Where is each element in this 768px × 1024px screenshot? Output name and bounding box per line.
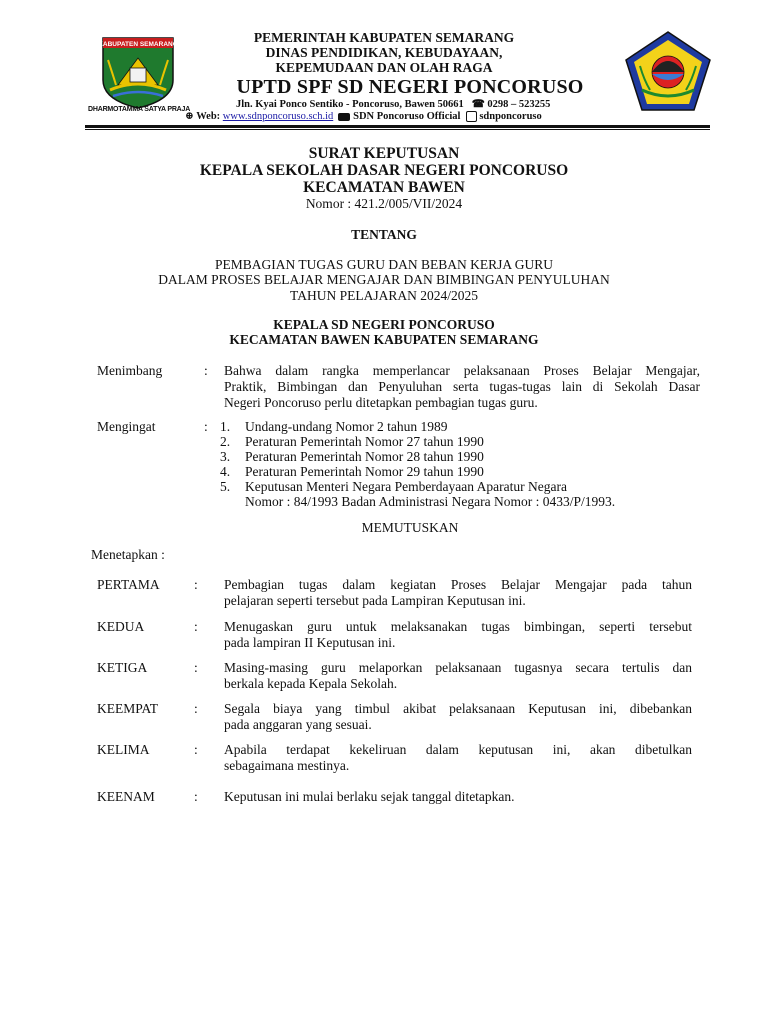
decision-colon: : [194, 742, 198, 757]
doc-title-line3: KECAMATAN BAWEN [303, 179, 465, 196]
doc-number: Nomor : 421.2/005/VII/2024 [305, 196, 463, 211]
address-text: Jln. Kyai Ponco Sentiko - Poncoruso, Bawen 50661 [236, 99, 464, 110]
list-item: 5. Keputusan Menteri Negara Pemberdayaan Aparatur Negara [220, 479, 567, 494]
list-item: 3. Peraturan Pemerintah Nomor 28 tahun 1990 [220, 449, 484, 464]
letterhead-line2: DINAS PENDIDIKAN, KEBUDAYAAN, [265, 45, 503, 60]
letterhead-rule-thick [85, 125, 710, 128]
school-name: UPTD SPF SD NEGERI PONCORUSO [236, 76, 584, 98]
instagram-handle: sdnponcoruso [479, 111, 542, 122]
decision-label-ketiga: KETIGA [97, 660, 148, 675]
phone-number: 0298 – 523255 [487, 99, 551, 110]
decision-text-kedua: Menugaskan guru untuk melaksanakan tugas bimbingan, seperti tersebut pada lampiran II Keputusan ini. [224, 619, 692, 650]
list-item: 4. Peraturan Pemerintah Nomor 29 tahun 1990 [220, 464, 484, 479]
website-link[interactable]: www.sdnponcoruso.sch.id [222, 111, 334, 122]
decision-text-pertama: Pembagian tugas dalam kegiatan Proses Belajar Mengajar pada tahun pelajaran seperti tersebut pada Lampiran Keputusan ini. [224, 577, 692, 608]
list-item: 2. Peraturan Pemerintah Nomor 27 tahun 1990 [220, 434, 484, 449]
menimbang-line1: Bahwa dalam rangka memperlancar pelaksanaan Proses Belajar Mengajar, [224, 363, 700, 378]
decision-text-ketiga: Masing-masing guru melaporkan pelaksanaan tugasnya secara tertulis dan berkala kepada Kepala Sekolah. [224, 660, 692, 691]
memutuskan-heading: MEMUTUSKAN [361, 520, 459, 535]
decision-label-keempat: KEEMPAT [97, 701, 159, 716]
menimbang-line3: Negeri Poncoruso perlu ditetapkan pembagian tugas guru. [224, 395, 538, 410]
decision-text-keempat: Segala biaya yang timbul akibat pelaksanaan Keputusan ini, dibebankan pada anggaran yang sesuai. [224, 701, 692, 732]
menetapkan-label: Menetapkan : [91, 547, 165, 562]
decision-label-kelima: KELIMA [97, 742, 150, 757]
decision-text-kelima: Apabila terdapat kekeliruan dalam keputusan ini, akan dibetulkan sebagaimana mestinya. [224, 742, 692, 773]
web-label: Web: [196, 111, 221, 122]
kepala-line1: KEPALA SD NEGERI PONCORUSO [273, 317, 495, 332]
phone-icon: ☎ [471, 99, 485, 110]
letterhead-line3: KEPEMUDAAN DAN OLAH RAGA [275, 60, 493, 75]
youtube-channel: SDN Poncoruso Official [353, 111, 461, 122]
menimbang-text [224, 363, 700, 411]
tentang-line2: DALAM PROSES BELAJAR MENGAJAR DAN BIMBINGAN PENYULUHAN [158, 272, 610, 287]
youtube-icon [338, 113, 350, 121]
kepala-line2: KECAMATAN BAWEN KABUPATEN SEMARANG [229, 332, 539, 347]
address-line [236, 98, 616, 110]
tentang-line3: TAHUN PELAJARAN 2024/2025 [290, 288, 478, 303]
menimbang-label: Menimbang [97, 363, 163, 378]
decision-label-pertama: PERTAMA [97, 577, 160, 592]
decision-colon: : [194, 577, 198, 592]
decision-colon: : [194, 660, 198, 675]
globe-icon: ⊕ [185, 111, 194, 122]
menimbang-line2: Praktik, Bimbingan dan Penyuluhan serta tugas-tugas lain di Sekolah Dasar [224, 379, 700, 394]
logo-banner-text: KABUPATEN SEMARANG [98, 41, 178, 48]
doc-title-line2: KEPALA SEKOLAH DASAR NEGERI PONCORUSO [199, 162, 569, 179]
decision-colon: : [194, 619, 198, 634]
list-item: 1. Undang-undang Nomor 2 tahun 1989 [220, 419, 448, 434]
instagram-icon [466, 111, 477, 122]
menimbang-colon: : [204, 363, 208, 378]
decision-colon: : [194, 701, 198, 716]
doc-title: SURAT KEPUTUSAN [308, 145, 460, 162]
decision-label-keenam: KEENAM [97, 789, 155, 804]
decision-colon: : [194, 789, 198, 804]
decision-label-kedua: KEDUA [97, 619, 145, 634]
logo-motto: DHARMOTAMMA SATYA PRAJA [88, 106, 191, 113]
tentang-line1: PEMBAGIAN TUGAS GURU DAN BEBAN KERJA GURU [214, 257, 554, 272]
list-item: Nomor : 84/1993 Badan Administrasi Negara Nomor : 0433/P/1993. [245, 494, 616, 509]
mengingat-label: Mengingat [97, 419, 156, 434]
decision-text-keenam: Keputusan ini mulai berlaku sejak tanggal ditetapkan. [224, 789, 515, 804]
letterhead-rule-thin [85, 129, 710, 130]
mengingat-colon: : [204, 419, 208, 434]
letterhead-line1: PEMERINTAH KABUPATEN SEMARANG [253, 30, 515, 45]
tentang-label: TENTANG [351, 227, 417, 242]
mengingat-list [220, 419, 700, 509]
contact-line [185, 110, 645, 122]
